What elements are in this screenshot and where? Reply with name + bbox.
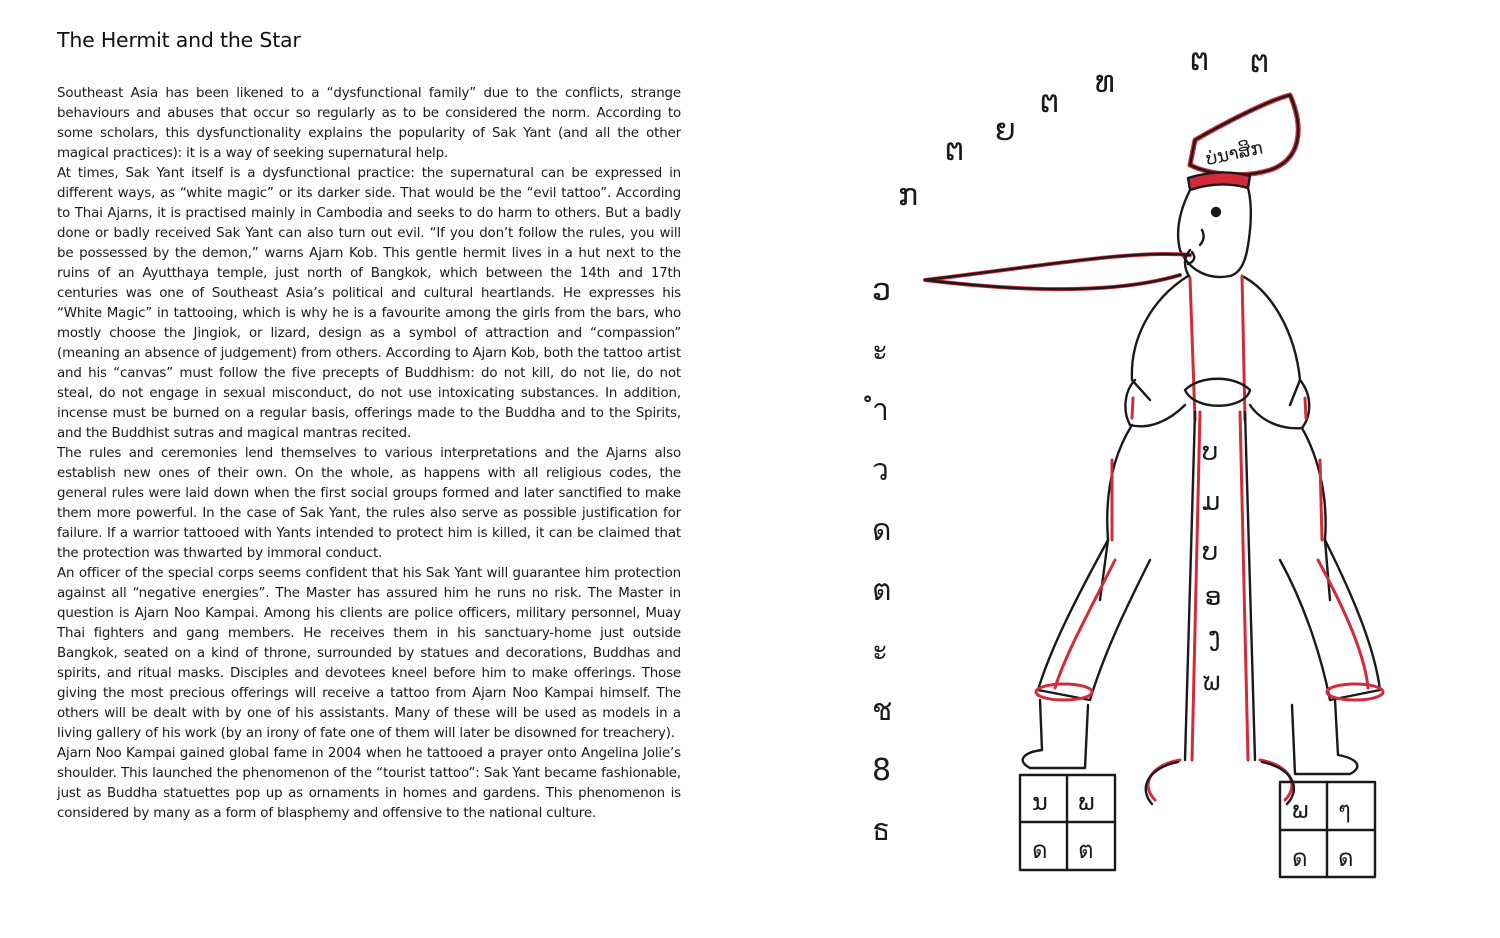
staff-glyph: ງ [1208, 622, 1221, 652]
left-leg [1038, 540, 1150, 700]
arc-glyph: ທ [1095, 65, 1115, 100]
staff-glyph: ມ [1202, 487, 1221, 517]
box-glyph: ด [1338, 844, 1354, 872]
paragraph-4: An officer of the special corps seems confident that his Sak Yant will guarantee him protection against all “negative energies”. The Master has assured him he runs no risk. The Master in question is Ajarn Noo Kampai. Among his clients are police officers, military personnel, Muay Thai fighters and gang members. He receives them in his sanctuary-home just outside Bangkok, seated on a kind of throne, surrounded by statues and decorations, Buddhas and spirits, and ritual masks. Disciples and devotees kneel before him to make offerings. Those giving the most precious offerings will receive a tattoo from Ajarn Noo Kampai himself. The others will be dealt with by one of his assistants. Many of these will be used as models in a living gallery of his work (by an irony of fate one of them will later be disowned for treachery). [57, 566, 681, 741]
arc-glyph: 8 [872, 753, 892, 788]
staff-glyph: ບ [1202, 437, 1219, 467]
arc-glyph: ำ [872, 393, 889, 428]
arc-glyph: ຕ [1190, 43, 1210, 78]
hermit-drawing [850, 40, 1410, 920]
hermit-yant-illustration [850, 40, 1410, 920]
box-glyph: ພ [1078, 788, 1095, 816]
staff-glyph: ອ [1205, 582, 1222, 612]
staff-glyph: ບ [1202, 537, 1219, 567]
paragraph-1: Southeast Asia has been likened to a “dysfunctional family” due to the conflicts, strange behaviours and abuses that occur so regularly as to be considered the norm. According to some scholars, this dysfunctionality explains the popularity of Sak Yant (and all the other magical practices): it is a way of seeking supernatural help. [57, 86, 681, 161]
arc-glyph: ກ [898, 178, 919, 213]
staff-glyph: ຆ [1202, 667, 1222, 697]
staff-glyphs [1202, 437, 1221, 697]
arc-glyph: ะ [872, 333, 889, 368]
box-glyph: ด [1292, 844, 1308, 872]
arc-glyph: ຕ [1250, 45, 1270, 80]
arc-glyph: ວ [872, 273, 891, 308]
box-glyph: ນ [1032, 788, 1048, 816]
text-page [57, 26, 681, 824]
hat-label: ບ່ນາສິກ [1204, 137, 1265, 170]
paragraph-5: Ajarn Noo Kampai gained global fame in 2004 when he tattooed a prayer onto Angelina Jolie’s shoulder. This launched the phenomenon of the “tourist tattoo”: Sak Yant became fashionable, just as Buddha statuettes pop up as ornaments in homes and gardens. This phenomenon is considered by many as a form of blasphemy and offensive to the national culture. [57, 746, 681, 821]
box-glyph: ด [1032, 836, 1048, 864]
right-arm [1250, 380, 1309, 428]
arc-glyph: ຍ [995, 113, 1016, 148]
arc-glyph: ຕ [1040, 85, 1060, 120]
arc-glyph: ต [872, 573, 892, 608]
page-title: The Hermit and the Star [57, 28, 301, 52]
arc-glyph: ธ [872, 813, 891, 848]
box-glyph: ต [1078, 836, 1094, 864]
paragraph-3: The rules and ceremonies lend themselves to various interpretations and the Ajarns also establish new ones of their own. On the whole, as happens with all religious codes, the general rules were laid down when the first social groups formed and later sanctified to make them more powerful. In the case of Sak Yant, the rules also serve as possible justification for failure. If a warrior tattooed with Yants intended to protect him is killed, it can be claimed that the protection was thwarted by immoral conduct. [57, 446, 681, 561]
arc-glyph: ะ [872, 633, 889, 668]
arc-glyph: ช [872, 693, 893, 728]
arc-glyph: ຕ [945, 133, 965, 168]
paragraph-2: At times, Sak Yant itself is a dysfunctional practice: the supernatural can be expressed in different ways, as “white magic” or its darker side. That would be the “evil tattoo”. According to Thai Ajarns, it is practised mainly in Cambodia and seeks to do harm to others. But a badly done or badly received Sak Yant can also turn out evil. “If you don’t follow the rules, you will be possessed by the demon,” warns Ajarn Kob. This gentle hermit lives in a hut next to the ruins of an Ayutthaya temple, just north of Bangkok, which between the 14th and 17th centuries was one of Southeast Asia’s political and cultural heartlands. He expresses his “White Magic” in tattooing, which is why he is a favourite among the girls from the bars, who mostly choose the Jingiok, or lizard, design as a symbol of attraction and “compassion” (meaning an absence of judgement) from others. According to Ajarn Kob, both the tattoo artist and his “canvas” must follow the five precepts of Buddhism: do not kill, do not lie, do not steal, do not engage in sexual misconduct, do not use intoxicating substances. In addition, incense must be burned on a regular basis, offerings made to the Buddha and to the Spirits, and the Buddhist sutras and magical mantras recited. [57, 166, 681, 441]
left-arm [1125, 380, 1185, 426]
box-glyph: ພ [1292, 796, 1309, 824]
torso [1132, 276, 1300, 405]
box-glyph: ๆ [1338, 796, 1351, 824]
arc-glyph: ว [872, 453, 889, 488]
arc-glyph: ด [872, 513, 892, 548]
